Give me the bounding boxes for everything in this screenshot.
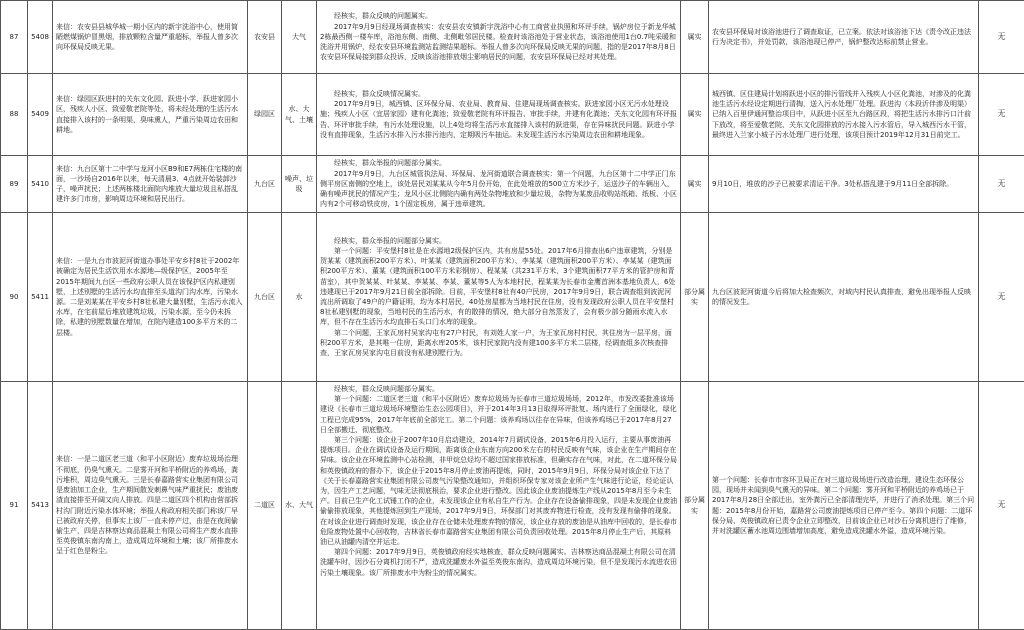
- row-complaint: 来信：绿园区跃进村的关东文化园、跃进小学、跃进家园小区，残疾人小区、致爱敬老院等处，将未经处理的生活污水直接排入该村的一条明渠，臭味熏人，严重污染周边农田和耕地。: [53, 74, 248, 156]
- row-verdict: 属实: [681, 1, 709, 74]
- findings-paragraph: 2017年9月9日，九台区城管执法局、环保局、龙河街道联合调查核实：第一个问题，九台区第十二中学正门东侧平房区南侧的空地上，该处居民刘某某从今年5月份开始，在此处堆放的500立方米沙子，运送沙子的车辆出入，确有噪声扰民的情况产生；龙风小区北侧院内确有两处杂物堆放和少量垃圾，杂物为某废品收购站纸箱、纸板、小区内有2个可移动铁皮房，1个固定板房，属于违章建筑。: [320, 169, 677, 210]
- row-verdict: 属实: [681, 156, 709, 213]
- row-accountability: 无: [979, 156, 1024, 213]
- row-handling: 第一个问题：长春市市容环卫局正在对三道垃圾场进行改造治理，建设生态环保公园，现场并未闻到臭气熏天的异味。第二个问题：雾开河和平桥附近的养鸡场已于2017年8月28日全部迁出，室外粪污已全部清理完毕，并进行了消杀处理。第三个问题：2015年8月份开始，嘉路营公司废油提炼项目已停产至今。第四个问题：二道环保分局、英俊镇政府已责令企业立即整改，目前该企业已对沙石分离机进行了维修，并对洗罐区蓄水池周边围墙增加高度，避免造成洗罐水外溢，造成环境污染。: [709, 382, 979, 630]
- row-seq: 91: [1, 382, 28, 630]
- findings-paragraph: 第二个问题，王家瓦房村吴家沟屯有27户村民，有刘姓人家一户，为王家瓦房村村民，其住房为一层平房，面积200平方米，是其唯一住房，距离水库205米，该村民家院内没有建100多平方米二层楼，经调查组多次核查排查，王家瓦房吴家沟屯目前没有私建别墅行为。: [320, 328, 677, 359]
- findings-paragraph: 2017年9月9日经现场调查核实：农安县农安镇新宇洗浴中心有工商营业执照和环评手续，锅炉房位于新龙华城2栋最西侧一楼车库，浴池东侧、南侧、北侧毗邻居民楼。检查时该浴池处于营业状态，该浴池使用1台0.7吨采暖和洗浴并用锅炉，经农安县环境监测站监测结果超标。举报人曾多次向环保局反映无果的问题，指的是2017年8月8日农安县环保局接到群众投诉，反映该浴池排放烟尘影响居民的问题，农安县环保局已经对其处理。: [320, 22, 677, 63]
- row-findings: [317, 1, 681, 74]
- row-findings: [317, 213, 681, 382]
- table-row: [1, 382, 1024, 630]
- row-seq: 90: [1, 213, 28, 382]
- row-id: 5408: [28, 1, 53, 74]
- findings-paragraph: 第一个问题：二道区老三道（和平小区附近）废弃垃圾场为长春市三道垃圾场场，2012年，市发改委批准该场建设《长春市三道垃圾场环境整治生态公园项目》，并于2014年3月13日取得环评批复。场内进行了全面绿化，绿化工程已完成95%，2017年年底前全部完工。第二个问题：该养鸡场以往存在异味，但该养鸡场已于2017年8月27日全部搬迁、彻底整改。: [320, 394, 677, 435]
- row-verdict: 部分属实: [681, 382, 709, 630]
- row-verdict: 属实: [681, 74, 709, 156]
- findings-paragraph: 经核实，群众举报的问题部分属实。: [320, 236, 677, 246]
- table-row: [1, 156, 1024, 213]
- row-id: 5409: [28, 74, 53, 156]
- row-complaint: 来信：九台区第十二中学与龙河小区B9和E7两栋住宅楼的南面，一沙场自2016年以来，每天清晨3、4点就开始装卸沙子，噪声扰民；上述两栋楼北面院内堆放大量垃圾且私搭乱建许多门市房，影响周边环境和居民出行。: [53, 156, 248, 213]
- row-accountability: 无: [979, 382, 1024, 630]
- findings-paragraph: 经核实，群众反映的问题属实。: [320, 11, 677, 21]
- findings-paragraph: 2017年9月9日，城西镇、区环保分局、农业局、教育局、住建局现场调查核实。跃进家园小区无污水处理设施；残疾人小区（宜居家园）建有化粪池；致爱敬老院有环评报告、审批手续，并建有化粪池；关东文化园有环评报告、环评审批手续，有污水处理设施，以上4处均将生活污水直接排入该村的跃进渠，存在异味扰民问题。跃进小学没有直排现象，生活污水排入污水排污池内，定期吸污车抽运。未发现生活污水污染周边农田和耕地现象。: [320, 99, 677, 140]
- row-accountability: 无: [979, 213, 1024, 382]
- row-district: 二道区: [248, 382, 282, 630]
- row-accountability: 无: [979, 1, 1024, 74]
- row-district: 九台区: [248, 213, 282, 382]
- findings-paragraph: 经核实，群众反映情况属实。: [320, 89, 677, 99]
- row-complaint: 来信：一是九台市波泥河街道办事处平安乡村8社于2002年被确定为居民生活饮用水水源地—级保护区，2005年至2015年期间九台区一些政府公职人员在该保护区内私建别墅，上述别墅的生活污水均直排至头道沟门沟水库，污染水源。二是刘某某在平安乡村8社私建大量别墅，生活污水流入水库，在宅前屋后堆放建筑垃圾，污染水源，至今仍未拆除，私建的别墅数量在增加，在院内建造100多平方米的二层楼。: [53, 213, 248, 382]
- row-district: 九台区: [248, 156, 282, 213]
- row-district: 农安县: [248, 1, 282, 74]
- row-accountability: 无: [979, 74, 1024, 156]
- row-type: 水、大气、土壤: [282, 74, 317, 156]
- row-verdict: 部分属实: [681, 213, 709, 382]
- row-district: 绿园区: [248, 74, 282, 156]
- row-id: 5413: [28, 382, 53, 630]
- row-type: 大气: [282, 1, 317, 74]
- row-id: 5410: [28, 156, 53, 213]
- table-row: [1, 213, 1024, 382]
- row-findings: [317, 382, 681, 630]
- findings-paragraph: 第四个问题：2017年9月9日，英俊镇政府经实地核查，群众反映问题属实。吉林察达商品混凝土有限公司在清洗罐车时，因沙石分离机打闭不严，造成洗罐废水外溢至英俊东南沟，造成周边环境污染，但不是发现污水流进农田污染土壤现象。该厂所排废水中为粉尘的情况属实。: [320, 547, 677, 578]
- row-handling: 九台区波泥河街道今后将加大检查频次，对域内村民认真排查，避免出现举报人反映的情况发生。: [709, 213, 979, 382]
- findings-paragraph: 第三个问题：该企业于2007年10月启动建设，2014年7月调试设备，2015年6月投入运行，主要从事废油再提炼项目。企业在调试设备及运行期间，距离该企业东南方向200米左右的村民反映有气味，该企业在生产期间存在异味。该企业在环境监测中心站检测，非甲烷总烃均不超过国家排放标准，但确实存在气味，对此，在二道环保分局和英俊镇政府的督办下，该企业于2015年8月停止废油再提炼，同时，2015年9月9日，环保分局对该企业下达了《关于长春嘉路营实业集团有限公司废气污染整改通知》，并组织环保专家对该企业所产生气味进行论证，经论证认为，因生产工艺问题，气味无法彻底根治，要求企业进行整改。因此该企业废油提炼生产线从2015年8月至今未生产。目前已生产化工试锤工作的企业，未发现该企业有私自生产行为。企业存在设备偷排现象，四是未发现企业废油偷偷排放现象，其他提炼回到生产现场，2017年9月9日，环保部门对其废弃物进行检查，没有发现有偷排的现象。在对该企业进行调查时发现，该企业存在仓储未处理废弃物的情况，该企业存放的废油是从油库中回收的，是长春市危险废物处置中心回收物，吉林省长春市嘉路营实业集团有限公司负责回收处理。2015年8月停止生产后，其原料油已从油罐内清空并运走。: [320, 435, 677, 547]
- findings-paragraph: 经核实，群众举报的问题部分属实。: [320, 158, 677, 168]
- row-handling: 农安县环保局对该浴池进行了调查取证，已立案。依法对该浴池下达《责令改正违法行为决定书》，并处罚款，该浴池现已停产，锅炉整改达标前禁止营业。: [709, 1, 979, 74]
- row-seq: 88: [1, 74, 28, 156]
- findings-paragraph: 经核实，群众反映问题部分属实。: [320, 384, 677, 394]
- findings-paragraph: 第一个问题：平安堡村8社是在水源地2级保护区内，共有房屋55处。2017年6月排查出6户违章建筑，分别是贺某某（建筑面积200平方米）、叶某某（建筑面积200平方米）、李某某（建筑面积200平方米）、李某某（建筑面积200平方米）、董某（建筑面积100平方米彩钢房）、程某某（共231平方米，3个建筑面积77平方米的管护房和青苗室），其中贺某某、叶某某、李某某、李某、董某等5人为本地村民，程某某为长春市金鹰首洲本基地负责人，6处违建现已于2017年9月21日前全部拆除。目前，平安堡村8社有40户民房，2017年9月9日，联合调查组到波泥河流出所调取了49户的户籍证明，均为本村居民，40处房屋都为当地村民在住房，没有发现政府公职人员在平安堡村8社私建别墅的现象，当地村民的生活污水，有的散排的情况，绝大部分自然蒸发了，会有极少部分随雨水流入水库，但不存在生活污水均直排石头口门水库的现象。: [320, 246, 677, 328]
- row-handling: 城西镇、区住建局计划将跃进小区的排污管线并入残疾人小区化粪池，对渗及的化粪池生活污水经设定期进行清掏，送入污水处理厂处理。跃进沟（本段沂伴渗及明渠）已纳入百里伊通河整治项目中，从跃进小区至九台路区段，将把生活污水排污口汁前下放改，将至爱敬老院、关东文化园排放的污水接入污水管后，导入城西污水干管，最终进入兰家小城子污水处理厂进行处理，该项目预计2019年12月31日前完工。: [709, 74, 979, 156]
- row-complaint: 来信：农安县县城华城一期小区内的新宇洗浴中心，使用简陋燃煤锅炉冒黑烟，排放颗粒含量严重超标，举报人曾多次向环保局反映无果。: [53, 1, 248, 74]
- row-seq: 89: [1, 156, 28, 213]
- row-findings: [317, 156, 681, 213]
- row-id: 5411: [28, 213, 53, 382]
- row-complaint: 来信：一是二道区老三道（和平小区附近）废弃垃圾场治理不彻底，仍臭气熏天。二是雾开河和平桥附近的养鸡场，粪污堆积，周边臭气熏天。三是长春嘉路营实业集团有限公司是废油加工企业，生产期间散发刺鼻气味严重扰民；废油废渣直接排至开阔又向人排放。四是二道区四个机构由营部拆村沟门附近污染水体环境；举报人称政府相关部门称该厂早已被政府关停，但事实上该厂一直未停产过，由是在夜间偷偷生产，四是吉林察达商品混凝土有限公司将生产废水直排至英俊镇东南沟南上，造成周边环境和土壤；该厂所排废水呈于红色是粉尘。: [53, 382, 248, 630]
- row-handling: 9月10日，堆放的沙子已被要求清运干净。3处私搭乱建于9月11日全部拆除。: [709, 156, 979, 213]
- row-findings: [317, 74, 681, 156]
- table-row: [1, 74, 1024, 156]
- table-row: [1, 1, 1024, 74]
- row-seq: 87: [1, 1, 28, 74]
- row-type: 水、大气: [282, 382, 317, 630]
- row-type: 噪声、垃圾: [282, 156, 317, 213]
- row-type: 水: [282, 213, 317, 382]
